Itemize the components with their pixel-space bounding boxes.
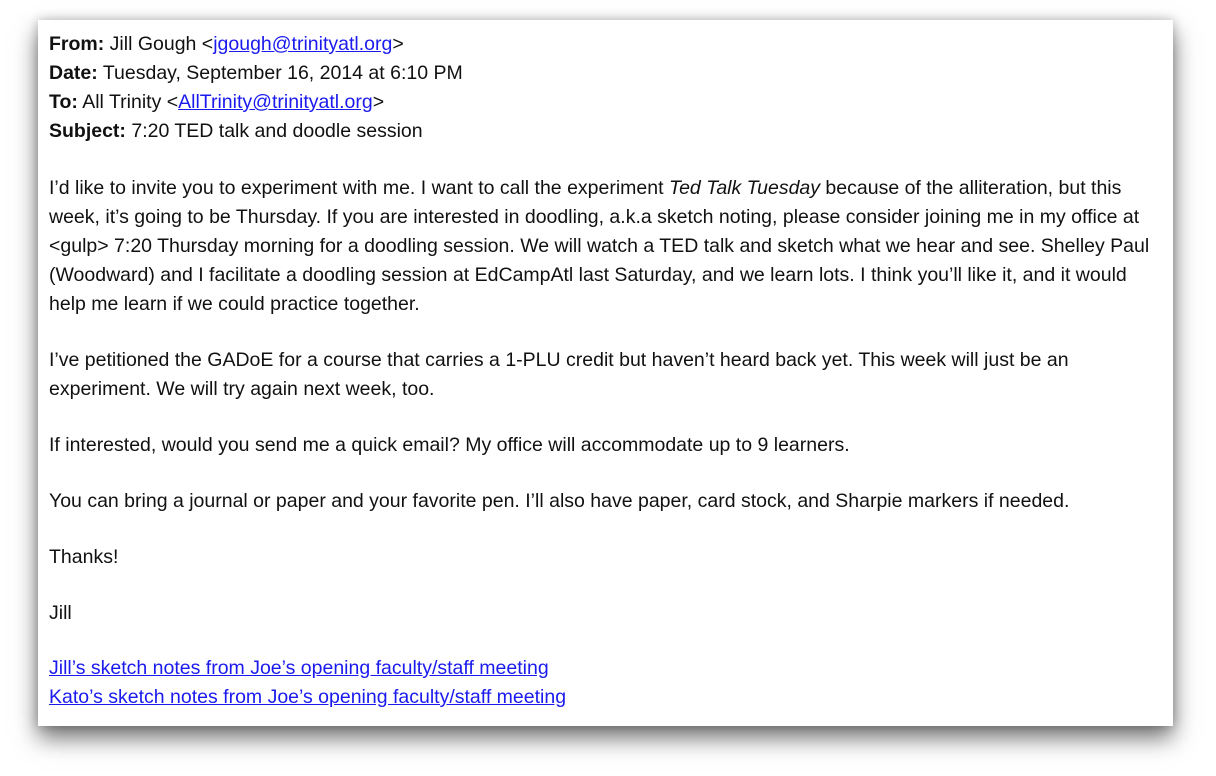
- body-signature: Jill: [49, 602, 72, 624]
- to-label: To:: [49, 91, 78, 113]
- to-close: >: [372, 91, 385, 113]
- to-name: All Trinity <: [82, 91, 179, 113]
- date-line: [49, 59, 1161, 88]
- body-thanks: Thanks!: [49, 546, 119, 568]
- from-name: Jill Gough <: [109, 33, 214, 55]
- subject-value: 7:20 TED talk and doodle session: [131, 120, 423, 142]
- body-paragraph-1: [49, 174, 1161, 319]
- from-line: [49, 30, 1161, 59]
- email-page: [38, 20, 1173, 726]
- links-list: [49, 654, 1161, 712]
- to-email-link[interactable]: AllTrinity@trinityatl.org: [178, 91, 373, 113]
- from-label: From:: [49, 33, 105, 55]
- link-kato-sketch-notes[interactable]: Kato’s sketch notes from Joe’s opening faculty/staff meeting: [49, 686, 567, 708]
- link-jill-sketch-notes[interactable]: Jill’s sketch notes from Joe’s opening faculty/staff meeting: [49, 657, 549, 679]
- date-value: Tuesday, September 16, 2014 at 6:10 PM: [102, 62, 463, 84]
- p1-italic: Ted Talk Tuesday: [668, 177, 821, 199]
- body-paragraph-3: If interested, would you send me a quick email? My office will accommodate up to 9 learners.: [49, 434, 850, 456]
- subject-line: [49, 117, 1161, 146]
- body-paragraph-2: I’ve petitioned the GADoE for a course that carries a 1-PLU credit but haven’t heard back yet. This week will just be an experiment. We will try again next week, too.: [49, 349, 1069, 400]
- from-close: >: [392, 33, 404, 55]
- p1-text-b: because of the alliteration, but this week, it’s going to be Thursday. If you are interested in doodling, a.k.a sketch noting, please consider joining me in my office at <gulp> 7:20 Thursday morning for a doodling session. We will watch a TED talk and sketch what we hear and see. Shelley Paul (Woodward) and I facilitate a doodling session at EdCampAtl last Saturday, and we learn lots. I think you’ll like it, and it would help me learn if we could practice together.: [49, 177, 1150, 315]
- subject-label: Subject:: [49, 120, 126, 142]
- date-label: Date:: [49, 62, 98, 84]
- p1-text-a: I’d like to invite you to experiment with me. I want to call the experiment: [49, 177, 669, 199]
- body-paragraph-4: You can bring a journal or paper and your favorite pen. I’ll also have paper, card stock, and Sharpie markers if needed.: [49, 490, 1070, 512]
- to-line: [49, 88, 1161, 117]
- from-email-link[interactable]: jgough@trinityatl.org: [213, 33, 393, 55]
